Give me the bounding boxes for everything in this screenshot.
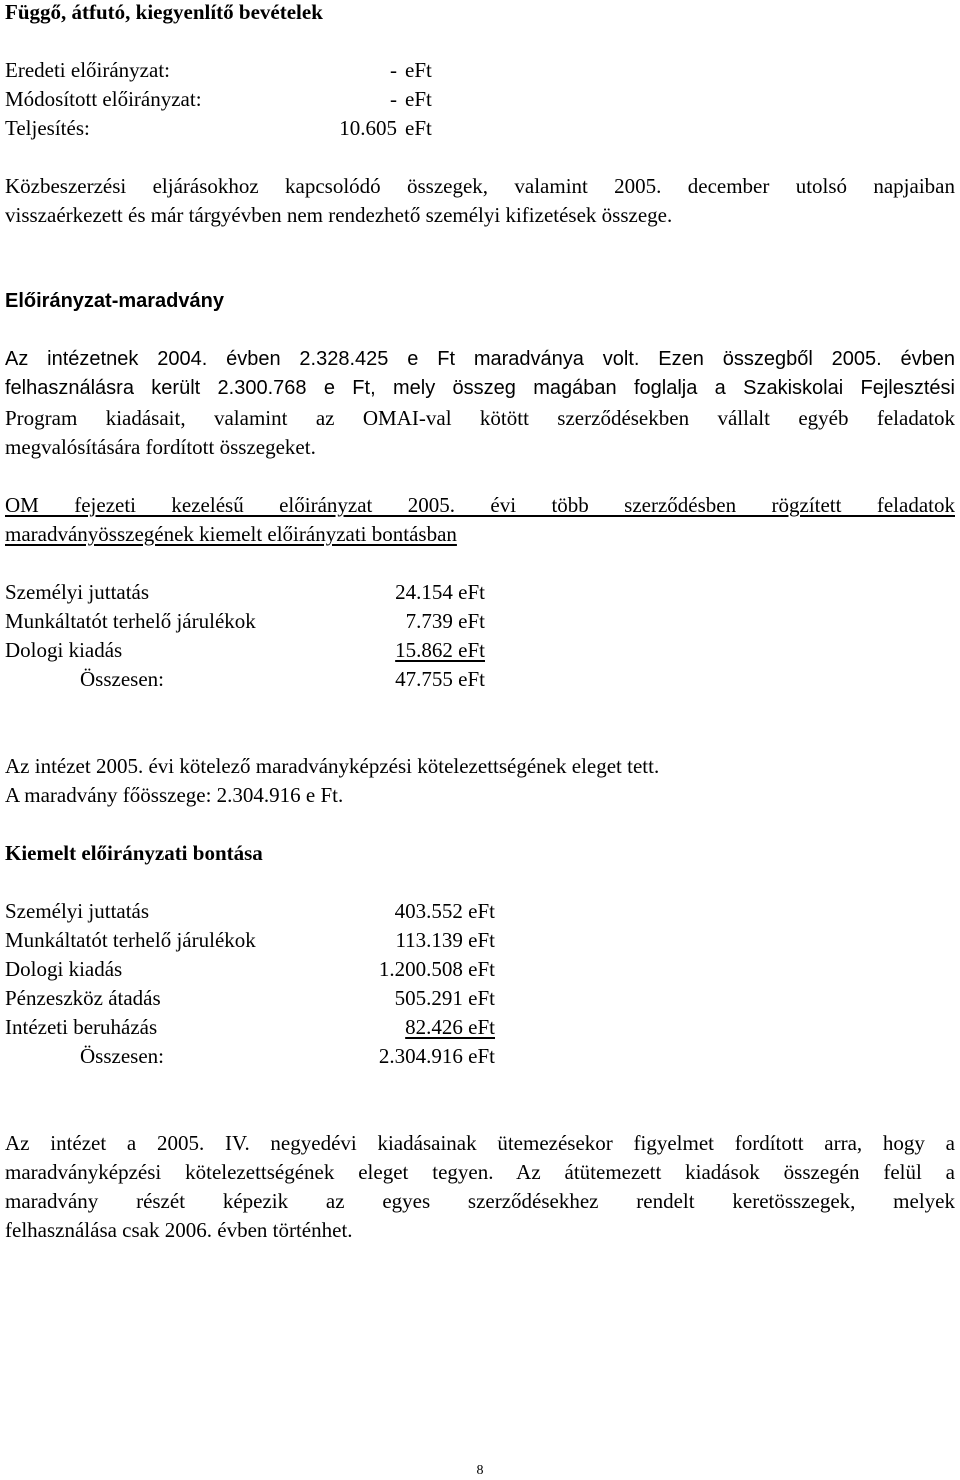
paragraph-line: maradványképzési kötelezettségének eleget tegyen. Az átütemezett kiadások összegén felül a (5, 1160, 955, 1184)
paragraph-line: maradványösszegének kiemelt előirányzati bontásban (5, 522, 457, 546)
table-row-value: 82.426 eFt (405, 1015, 495, 1039)
table-total-label: Összesen: (80, 667, 164, 691)
table-row-label: Személyi juttatás (5, 899, 150, 923)
summary-unit-modositott: eFt (405, 87, 432, 111)
paragraph-line: OM fejezeti kezelésű előirányzat 2005. évi több szerződésben rögzített feladatok (5, 493, 955, 517)
paragraph-line: Az intézet 2005. évi kötelező maradványképzési kötelezettségének eleget tett. (5, 754, 660, 778)
table-row-label: Munkáltatót terhelő járulékok (5, 609, 256, 633)
table-row-value: 113.139 eFt (395, 928, 495, 952)
paragraph-line: felhasználásra került 2.300.768 e Ft, mely összeg magában foglalja a Szakiskolai Fejlesztési (5, 377, 955, 399)
table-row-value: 403.552 eFt (394, 899, 495, 923)
paragraph-iv-negyedev (5, 1131, 955, 1156)
table-row-label: Dologi kiadás (5, 957, 123, 981)
table-row-value: 15.862 eFt (395, 638, 485, 662)
table-row-value: 505.291 eFt (394, 986, 495, 1010)
paragraph-kozbeszerzesi (5, 174, 955, 199)
section-heading-fuggo: Függő, átfutó, kiegyenlítő bevételek (5, 0, 323, 24)
summary-unit-teljesites: eFt (405, 116, 432, 140)
paragraph-line: A maradvány főösszege: 2.304.916 e Ft. (5, 783, 344, 807)
summary-unit-eredeti: eFt (405, 58, 432, 82)
summary-value-teljesites: 10.605 (339, 116, 397, 140)
table-row-label: Személyi juttatás (5, 580, 150, 604)
table-total-value: 47.755 eFt (395, 667, 485, 691)
paragraph-om-fejezeti (5, 493, 955, 518)
paragraph-line: Az intézetnek 2004. évben 2.328.425 e Ft maradványa volt. Ezen összegből 2005. évben (5, 348, 955, 370)
paragraph-line: megvalósítására fordított összegeket. (5, 435, 316, 459)
table-row-label: Dologi kiadás (5, 638, 123, 662)
table-row-label: Munkáltatót terhelő járulékok (5, 928, 256, 952)
page-number: 8 (476, 1463, 484, 1478)
table-row-value: 24.154 eFt (395, 580, 485, 604)
paragraph-line: Közbeszerzési eljárásokhoz kapcsolódó összegek, valamint 2005. december utolsó napjaiban (5, 174, 955, 198)
summary-label-modositott: Módosított előirányzat: (5, 87, 202, 111)
summary-label-teljesites: Teljesítés: (5, 116, 90, 140)
paragraph-intezetnek (5, 348, 955, 371)
summary-value-eredeti: - (390, 58, 397, 82)
table-row-label: Intézeti beruházás (5, 1015, 158, 1039)
table-row-label: Pénzeszköz átadás (5, 986, 161, 1010)
paragraph-line: maradvány részét képezik az egyes szerződésekhez rendelt keretösszegek, melyek (5, 1189, 955, 1213)
paragraph-line: Az intézet a 2005. IV. negyedévi kiadásainak ütemezésekor figyelmet fordított arra, hogy a (5, 1131, 955, 1155)
summary-value-modositott: - (390, 87, 397, 111)
table-row-value: 1.200.508 eFt (378, 957, 495, 981)
table-total-label: Összesen: (80, 1044, 164, 1068)
table-row-value: 7.739 eFt (405, 609, 485, 633)
section-heading-maradvany: Előirányzat-maradvány (5, 290, 224, 312)
section-heading-kiemelt: Kiemelt előirányzati bontása (5, 841, 263, 865)
paragraph-line: visszaérkezett és már tárgyévben nem rendezhető személyi kifizetések összege. (5, 203, 673, 227)
table-total-value: 2.304.916 eFt (378, 1044, 495, 1068)
summary-label-eredeti: Eredeti előirányzat: (5, 58, 170, 82)
paragraph-line: felhasználása csak 2006. évben történhet. (5, 1218, 353, 1242)
paragraph-line: Program kiadásait, valamint az OMAI-val kötött szerződésekben vállalt egyéb feladatok (5, 406, 955, 430)
